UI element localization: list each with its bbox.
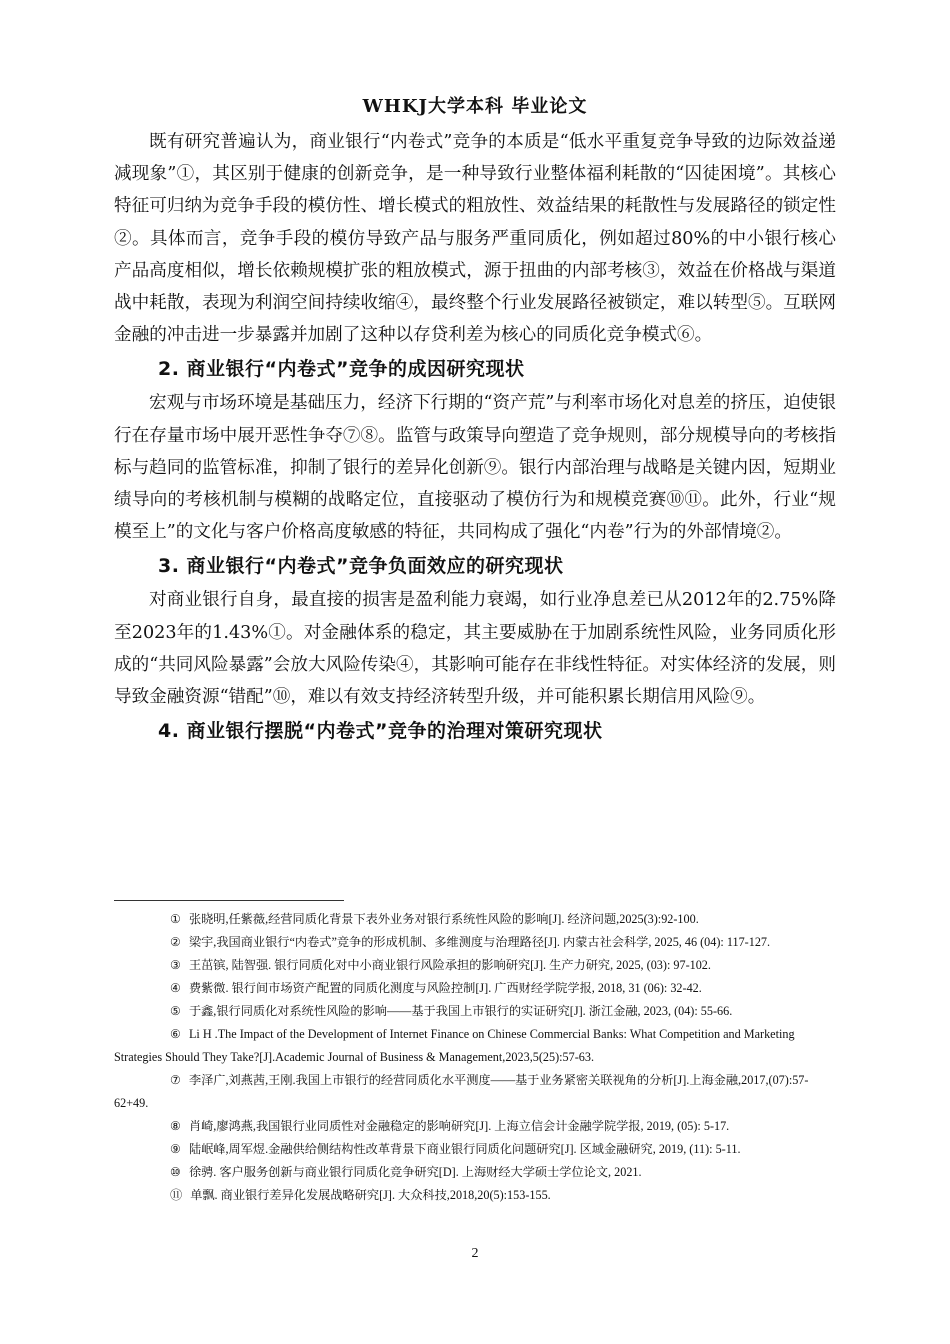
footnote (114, 954, 836, 977)
footnote-divider (114, 900, 344, 901)
footnote-mark: ④ (170, 981, 181, 995)
footnote (114, 1138, 836, 1161)
footnote-text: 徐骋. 客户服务创新与商业银行同质化竞争研究[D]. 上海财经大学硕士学位论文, 2021. (188, 1165, 642, 1179)
footnote (114, 977, 836, 1000)
paragraph-1: 既有研究普遍认为，商业银行“内卷式”竞争的本质是“低水平重复竞争导致的边际效益递减现象”①，其区别于健康的创新竞争，是一种导致行业整体福利耗散的“囚徒困境”。其核心特征可归纳为竞争手段的模仿性、增长模式的粗放性、效益结果的耗散性与发展路径的锁定性②。具体而言，竞争手段的模仿导致产品与服务严重同质化，例如超过80%的中小银行核心产品高度相似，增长依赖规模扩张的粗放模式，源于扭曲的内部考核③，效益在价格战与渠道战中耗散，表现为利润空间持续收缩④，最终整个行业发展路径被锁定，难以转型⑤。互联网金融的冲击进一步暴露并加剧了这种以存贷利差为核心的同质化竞争模式⑥。 (114, 132, 836, 346)
footnote-mark: ② (170, 935, 181, 949)
footnote (114, 908, 836, 931)
footnote-mark: ① (170, 912, 181, 926)
footnote-text: 单飘. 商业银行差异化发展战略研究[J]. 大众科技,2018,20(5):153-155. (190, 1188, 551, 1202)
footnote-mark: ⑧ (170, 1119, 181, 1133)
footnote-text: 陆岷峰,周军煜.金融供给侧结构性改革背景下商业银行同质化问题研究[J]. 区域金融研究, 2019, (11): 5-11. (188, 1142, 741, 1156)
page-number: 2 (471, 1246, 479, 1261)
footnote-text: 梁宇,我国商业银行“内卷式”竞争的形成机制、多维测度与治理路径[J]. 内蒙古社会科学, 2025, 46 (04): 117-127. (188, 935, 771, 949)
footnote-text: 李泽广,刘燕茜,王刚.我国上市银行的经营同质化水平测度——基于业务紧密关联视角的分析[J].上海金融,2017,(07):57-62+49. (114, 1073, 809, 1110)
footnote-mark: ⑦ (170, 1073, 181, 1087)
footnote (114, 1115, 836, 1138)
footnote-text: 于鑫,银行同质化对系统性风险的影响——基于我国上市银行的实证研究[J]. 浙江金融, 2023, (04): 55-66. (188, 1004, 733, 1018)
footnote-text: 张晓明,任紫薇,经营同质化背景下表外业务对银行系统性风险的影响[J]. 经济问题,2025(3):92-100. (188, 912, 699, 926)
footnote-text: 王茁镔, 陆智强. 银行同质化对中小商业银行风险承担的影响研究[J]. 生产力研究, 2025, (03): 97-102. (188, 958, 711, 972)
footnote-mark: ⑤ (170, 1004, 181, 1018)
footnote (114, 1069, 836, 1115)
footnote (114, 1023, 836, 1069)
footnote (114, 1161, 836, 1184)
footnote (114, 1000, 836, 1023)
footnote-mark: ⑪ (170, 1188, 183, 1202)
footnote-text: 肖崎,廖鸿燕,我国银行业同质性对金融稳定的影响研究[J]. 上海立信会计金融学院学报, 2019, (05): 5-17. (188, 1119, 730, 1133)
paragraph-2: 宏观与市场环境是基础压力，经济下行期的“资产荒”与利率市场化对息差的挤压，迫使银行在存量市场中展开恶性争夺⑦⑧。监管与政策导向塑造了竞争规则，部分规模导向的考核指标与趋同的监管标准，抑制了银行的差异化创新⑨。银行内部治理与战略是关键内因，短期业绩导向的考核机制与模糊的战略定位，直接驱动了模仿行为和规模竞赛⑩⑪。此外，行业“规模至上”的文化与客户价格高度敏感的特征，共同构成了强化“内卷”行为的外部情境②。 (114, 393, 836, 543)
footnote-mark: ⑥ (170, 1027, 181, 1041)
section-heading-4: 4. 商业银行摆脱“内卷式”竞争的治理对策研究现状 (158, 720, 603, 743)
page-header: WHKJ大学本科 毕业论文 (362, 96, 588, 117)
footnote-mark: ③ (170, 958, 181, 972)
footnote (114, 1184, 836, 1207)
footnotes (114, 908, 836, 1207)
footnote (114, 931, 836, 954)
footnote-text: 费紫微. 银行间市场资产配置的同质化测度与风险控制[J]. 广西财经学院学报, 2018, 31 (06): 32-42. (188, 981, 702, 995)
footnote-mark: ⑨ (170, 1142, 181, 1156)
body-text (114, 126, 836, 749)
paragraph-3: 对商业银行自身，最直接的损害是盈利能力衰竭，如行业净息差已从2012年的2.75%降至2023年的1.43%①。对金融体系的稳定，其主要威胁在于加剧系统性风险，业务同质化形成的“共同风险暴露”会放大风险传染④，其影响可能存在非线性特征。对实体经济的发展，则导致金融资源“错配”⑩，难以有效支持经济转型升级，并可能积累长期信用风险⑨。 (114, 590, 836, 708)
section-heading-2: 2. 商业银行“内卷式”竞争的成因研究现状 (158, 358, 525, 381)
section-heading-3: 3. 商业银行“内卷式”竞争负面效应的研究现状 (158, 555, 564, 578)
footnote-text: Li H .The Impact of the Development of Internet Finance on Chinese Commercial Banks: What Competition and Marketing Strategies Should They Take?[J].Academic Journal of Business & Management,2023,5(25):57-63. (114, 1027, 795, 1064)
footnote-mark: ⑩ (170, 1165, 181, 1179)
